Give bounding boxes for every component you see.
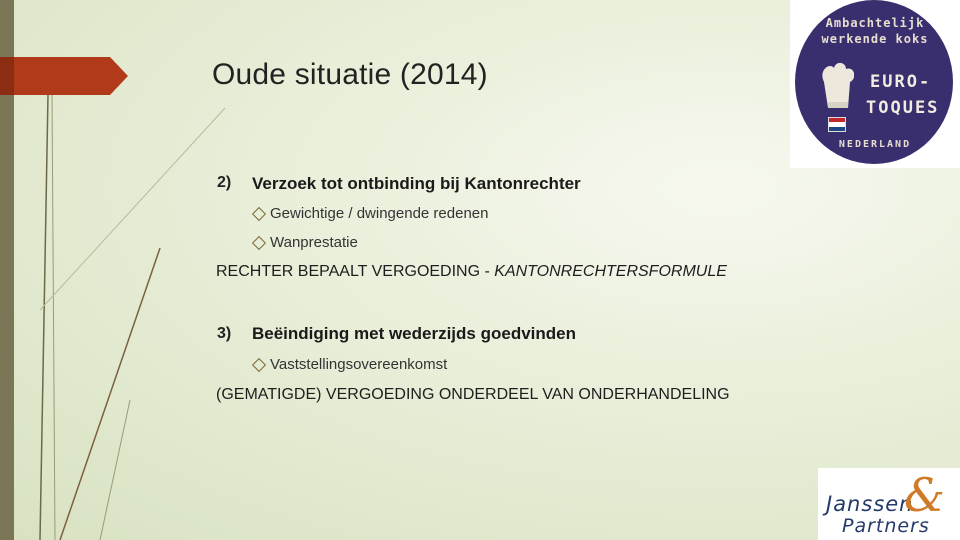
caption: (GEMATIGDE) VERGOEDING ONDERDEEL VAN ONDERHANDELING	[216, 386, 730, 403]
ampersand-glyph: &	[904, 468, 945, 522]
logo-big1: EURO-	[870, 72, 932, 92]
euro-toques-logo	[790, 0, 960, 168]
logo-line2: werkende koks	[821, 32, 929, 46]
item-heading: Verzoek tot ontbinding bij Kantonrechter	[252, 174, 581, 193]
item-heading: Beëindiging met wederzijds goedvinden	[252, 324, 576, 343]
diamond-bullet-icon	[252, 358, 266, 372]
title-accent-tab	[0, 57, 128, 95]
diamond-bullet-icon	[252, 236, 266, 250]
chef-hat-icon	[820, 60, 854, 114]
caption	[216, 263, 727, 281]
bullet-text: Wanprestatie	[270, 234, 358, 251]
dutch-flag-icon	[828, 117, 846, 132]
title-accent-tab-edge	[0, 57, 14, 95]
janssen-partners-logo	[818, 468, 960, 540]
logo-bottom: NEDERLAND	[838, 139, 912, 150]
slide-title: Oude situatie (2014)	[212, 58, 488, 91]
caption-plain: RECHTER BEPAALT VERGOEDING -	[216, 263, 495, 280]
item-number: 3)	[217, 325, 232, 342]
caption-italic: KANTONRECHTERSFORMULE	[494, 263, 727, 280]
bullet-text: Vaststellingsovereenkomst	[270, 356, 448, 373]
item-number: 2)	[217, 174, 232, 191]
logo-line1: Janssen	[826, 492, 914, 516]
logo-big2: TOQUES	[866, 98, 940, 118]
logo-line2: Partners	[842, 515, 930, 537]
logo-line1: Ambachtelijk	[825, 16, 925, 30]
diamond-bullet-icon	[252, 207, 266, 221]
bullet-text: Gewichtige / dwingende redenen	[270, 205, 489, 222]
